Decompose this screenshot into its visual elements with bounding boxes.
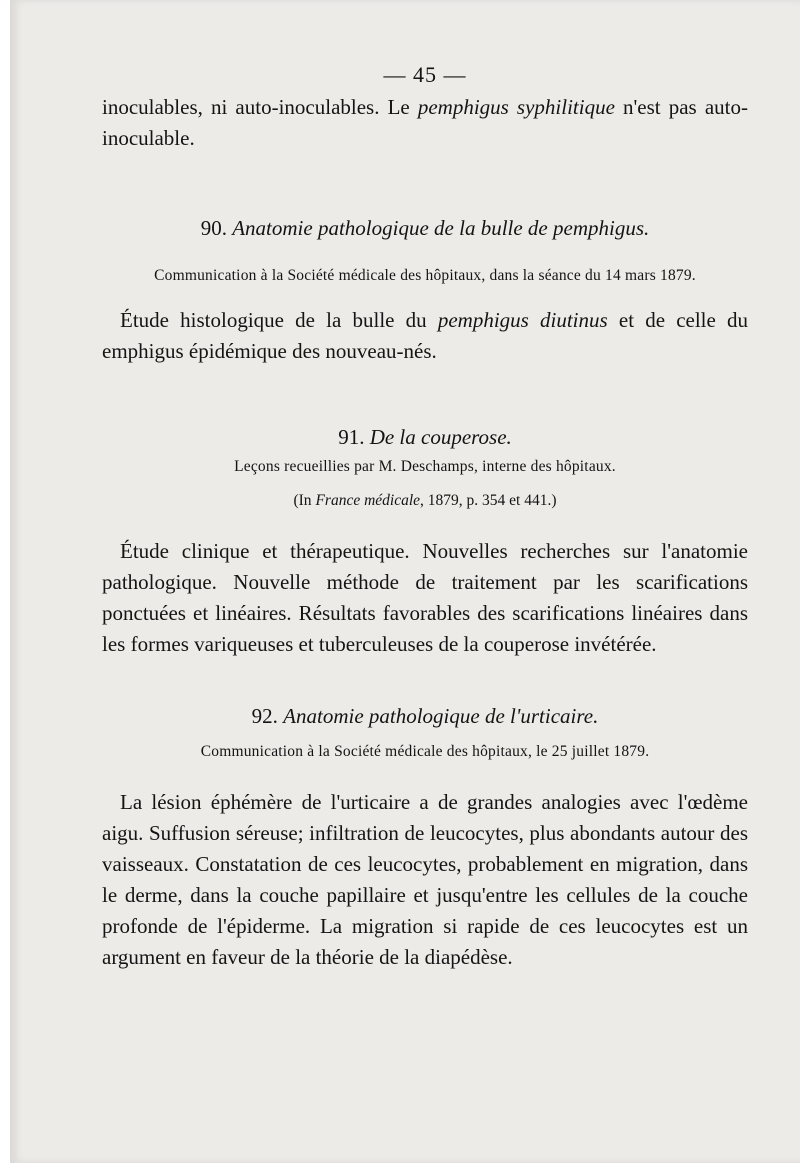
section-91-title: De la couperose.	[369, 425, 512, 449]
page-number: — 45 —	[383, 62, 467, 87]
book-page	[10, 0, 800, 1163]
intro-text-after: n'est pas auto-inoculable.	[102, 95, 748, 150]
section-92-communication: Communication à la Société médicale des hôpitaux, le 25 juillet 1879.	[200, 743, 650, 760]
section-90-body-italic: pemphigus diutinus	[437, 308, 608, 332]
section-91-lecons: Leçons recueillies par M. Deschamps, interne des hôpitaux.	[234, 458, 616, 475]
section-92-body	[102, 787, 748, 973]
intro-text-before: inoculables, ni auto-inoculables. Le	[102, 95, 418, 119]
section-91-ref-close: , 1879, p. 354 et 441.)	[420, 492, 557, 509]
section-92-heading	[102, 704, 748, 729]
section-91-body-text: Étude clinique et thérapeutique. Nouvelles recherches sur l'anatomie pathologique. Nouvelle méthode de traitement par les scarifications ponctuées et linéaires. Résultats favorables des scarifications linéaires dans les formes variqueuses et tuberculeuses de la couperose invétérée.	[102, 539, 748, 656]
section-90-body-before: Étude histologique de la bulle du	[120, 308, 438, 332]
section-92-title: Anatomie pathologique de l'urticaire.	[283, 704, 599, 728]
section-92-number: 92.	[251, 704, 278, 728]
section-91-heading	[102, 425, 748, 450]
section-92-body-text: La lésion éphémère de l'urticaire a de grandes analogies avec l'œdème aigu. Suffusion séreuse; infiltration de leucocytes, plus abondants autour des vaisseaux. Constatation de ces leucocytes, probablement en migration, dans le derme, dans la couche papillaire et jusqu'entre les cellules de la couche profonde de l'épiderme. La migration si rapide de ces leucocytes est un argument en faveur de la théorie de la diapédèse.	[102, 790, 748, 969]
section-90-heading	[102, 216, 748, 241]
section-91-body	[102, 536, 748, 660]
section-90-title: Anatomie pathologique de la bulle de pemphigus.	[232, 216, 650, 240]
section-91-reference	[102, 492, 748, 510]
section-90-body-after: et de celle du emphigus épidémique des nouveau-nés.	[102, 308, 749, 363]
intro-italic-term: pemphigus syphilitique	[417, 95, 615, 119]
section-91-number: 91.	[338, 425, 365, 449]
intro-paragraph	[102, 92, 748, 154]
section-90-body	[102, 305, 748, 367]
section-91-ref-open: (In	[293, 492, 316, 509]
page-content	[102, 62, 748, 973]
section-90-number: 90.	[200, 216, 227, 240]
section-90-communication: Communication à la Société médicale des hôpitaux, dans la séance du 14 mars 1879.	[154, 267, 696, 284]
section-91-ref-journal: France médicale	[315, 492, 421, 509]
